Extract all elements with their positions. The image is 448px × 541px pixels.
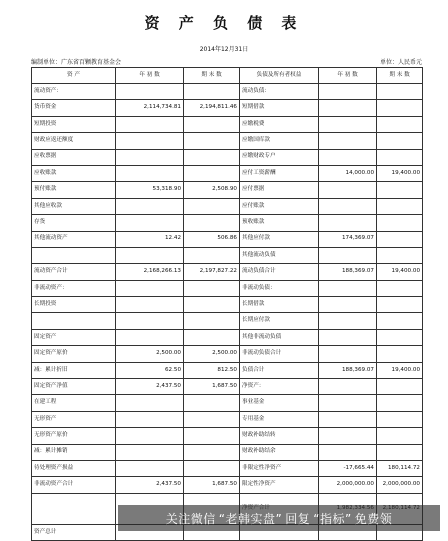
table-row <box>32 133 423 149</box>
liability-item: 其他流动负债 <box>240 247 319 263</box>
liability-end-value: 180,114.72 <box>377 460 423 476</box>
header-begin: 年 初 数 <box>116 68 184 84</box>
asset-begin-value <box>116 395 184 411</box>
table-row <box>32 460 423 476</box>
liability-end-value <box>377 329 423 345</box>
asset-end-value: 2,508.90 <box>184 182 240 198</box>
liability-item: 应缴财政专户 <box>240 149 319 165</box>
liability-begin-value <box>319 379 377 395</box>
asset-end-value <box>184 133 240 149</box>
liability-begin-value: -17,665.44 <box>319 460 377 476</box>
liability-end-value <box>377 313 423 329</box>
liability-item: 非限定性净资产 <box>240 460 319 476</box>
table-row <box>32 165 423 181</box>
currency-unit: 单位：人民币元 <box>379 59 422 66</box>
liability-begin-value <box>319 182 377 198</box>
table-row <box>32 198 423 214</box>
liability-item: 其他应付款 <box>240 231 319 247</box>
liability-item: 财政补助结余 <box>240 444 319 460</box>
liability-begin-value <box>319 84 377 100</box>
asset-end-value <box>184 198 240 214</box>
liability-begin-value: 14,000.00 <box>319 165 377 181</box>
liability-item: 限定性净资产 <box>240 477 319 493</box>
asset-item: 待处理资产损益 <box>32 460 116 476</box>
liability-end-value <box>377 444 423 460</box>
header-liabilities: 负债及所有者权益 <box>240 68 319 84</box>
table-row <box>32 247 423 263</box>
liability-item: 非流动负债： <box>240 280 319 296</box>
liability-end-value <box>377 198 423 214</box>
asset-item: 应收账款 <box>32 165 116 181</box>
liability-begin-value <box>319 215 377 231</box>
asset-item <box>32 247 116 263</box>
asset-item: 减：累计折旧 <box>32 362 116 378</box>
asset-end-value: 1,687.50 <box>184 477 240 493</box>
header-liab-end: 期 末 数 <box>377 68 423 84</box>
table-row <box>32 264 423 280</box>
asset-item: 在建工程 <box>32 395 116 411</box>
asset-item: 货币资金 <box>32 100 116 116</box>
liability-end-value <box>377 411 423 427</box>
asset-begin-value: 62.50 <box>116 362 184 378</box>
liability-end-value <box>377 231 423 247</box>
liability-end-value <box>377 280 423 296</box>
asset-item: 其他流动资产 <box>32 231 116 247</box>
asset-end-value: 2,197,827.22 <box>184 264 240 280</box>
balance-sheet-table <box>31 67 423 541</box>
liability-end-value: 2,000,000.00 <box>377 477 423 493</box>
liability-end-value <box>377 149 423 165</box>
asset-begin-value <box>116 460 184 476</box>
asset-begin-value <box>116 329 184 345</box>
liability-end-value <box>377 395 423 411</box>
asset-begin-value <box>116 165 184 181</box>
asset-item <box>32 493 116 524</box>
header-assets: 资 产 <box>32 68 116 84</box>
header-liab-begin: 年 初 数 <box>319 68 377 84</box>
liability-item: 应缴税费 <box>240 116 319 132</box>
liability-begin-value <box>319 313 377 329</box>
liability-begin-value <box>319 428 377 444</box>
watermark-banner <box>118 505 440 531</box>
liability-begin-value <box>319 297 377 313</box>
table-row <box>32 477 423 493</box>
asset-end-value: 2,500.00 <box>184 346 240 362</box>
asset-item: 减：累计摊销 <box>32 444 116 460</box>
asset-end-value: 812.50 <box>184 362 240 378</box>
liability-item: 流动负债合计 <box>240 264 319 280</box>
liability-end-value <box>377 133 423 149</box>
liability-end-value <box>377 100 423 116</box>
asset-begin-value: 2,500.00 <box>116 346 184 362</box>
liability-item: 长期借款 <box>240 297 319 313</box>
watermark-text-2: “老韩实盘” <box>218 511 283 526</box>
liability-end-value <box>377 84 423 100</box>
liability-end-value <box>377 182 423 198</box>
asset-end-value: 506.86 <box>184 231 240 247</box>
table-row <box>32 84 423 100</box>
table-row <box>32 362 423 378</box>
liability-item: 负债合计 <box>240 362 319 378</box>
table-row <box>32 313 423 329</box>
liability-end-value: 19,400.00 <box>377 264 423 280</box>
asset-end-value <box>184 84 240 100</box>
liability-item: 应付工资薪酬 <box>240 165 319 181</box>
asset-end-value: 2,194,811.46 <box>184 100 240 116</box>
liability-end-value <box>377 379 423 395</box>
asset-end-value <box>184 280 240 296</box>
table-row <box>32 411 423 427</box>
asset-item: 非流动资产： <box>32 280 116 296</box>
table-row <box>32 395 423 411</box>
asset-begin-value <box>116 444 184 460</box>
liability-item: 其他非流动负债 <box>240 329 319 345</box>
asset-end-value <box>184 165 240 181</box>
liability-item: 事业基金 <box>240 395 319 411</box>
page-title: 资 产 负 债 表 <box>144 14 304 32</box>
liability-begin-value <box>319 149 377 165</box>
liability-begin-value: 174,369.07 <box>319 231 377 247</box>
header-end: 期 末 数 <box>184 68 240 84</box>
asset-begin-value: 2,437.50 <box>116 477 184 493</box>
table-row <box>32 280 423 296</box>
table-row <box>32 100 423 116</box>
liability-item: 财政补助结转 <box>240 428 319 444</box>
liability-item: 短期借款 <box>240 100 319 116</box>
liability-item: 应付账款 <box>240 198 319 214</box>
asset-begin-value: 2,168,266.13 <box>116 264 184 280</box>
liability-begin-value <box>319 116 377 132</box>
table-row <box>32 116 423 132</box>
liability-end-value <box>377 247 423 263</box>
table-row <box>32 297 423 313</box>
liability-item: 应付票据 <box>240 182 319 198</box>
asset-item <box>32 313 116 329</box>
asset-begin-value: 12.42 <box>116 231 184 247</box>
asset-begin-value <box>116 116 184 132</box>
liability-begin-value: 188,369.07 <box>319 264 377 280</box>
liability-begin-value <box>319 100 377 116</box>
watermark-text-3: 回复 <box>285 511 311 526</box>
asset-begin-value <box>116 297 184 313</box>
liability-begin-value <box>319 247 377 263</box>
table-row <box>32 379 423 395</box>
asset-item: 固定资产 <box>32 329 116 345</box>
table-header-row <box>32 68 423 84</box>
asset-begin-value: 53,318.90 <box>116 182 184 198</box>
liability-end-value: 19,400.00 <box>377 165 423 181</box>
organization: 编制单位：广东省百颗教育基金会 <box>31 59 122 66</box>
asset-end-value <box>184 313 240 329</box>
asset-begin-value <box>116 411 184 427</box>
liability-begin-value <box>319 411 377 427</box>
table-row <box>32 346 423 362</box>
table-row <box>32 428 423 444</box>
liability-begin-value <box>319 280 377 296</box>
asset-end-value <box>184 411 240 427</box>
liability-begin-value <box>319 133 377 149</box>
watermark-text-4: “指标” <box>313 511 352 526</box>
asset-begin-value <box>116 247 184 263</box>
liability-begin-value: 2,000,000.00 <box>319 477 377 493</box>
liability-item: 流动负债： <box>240 84 319 100</box>
liability-end-value <box>377 297 423 313</box>
liability-end-value <box>377 116 423 132</box>
asset-end-value <box>184 329 240 345</box>
asset-item: 流动资产： <box>32 84 116 100</box>
liability-begin-value <box>319 444 377 460</box>
watermark-text-5: 免费领 <box>354 511 393 526</box>
asset-begin-value <box>116 215 184 231</box>
asset-begin-value <box>116 149 184 165</box>
table-row <box>32 231 423 247</box>
asset-end-value <box>184 460 240 476</box>
asset-item: 长期投资 <box>32 297 116 313</box>
asset-begin-value <box>116 428 184 444</box>
asset-item: 其他应收款 <box>32 198 116 214</box>
asset-item: 短期投资 <box>32 116 116 132</box>
liability-item: 应缴国库款 <box>240 133 319 149</box>
liability-end-value <box>377 428 423 444</box>
liability-end-value <box>377 346 423 362</box>
asset-item: 流动资产合计 <box>32 264 116 280</box>
table-row <box>32 329 423 345</box>
liability-item: 净资产： <box>240 379 319 395</box>
report-date: 2014年12月31日 <box>199 46 249 53</box>
asset-begin-value <box>116 313 184 329</box>
asset-end-value <box>184 116 240 132</box>
watermark-text-1: 关注微信 <box>165 511 216 526</box>
asset-end-value: 1,687.50 <box>184 379 240 395</box>
liability-item: 非流动负债合计 <box>240 346 319 362</box>
asset-begin-value <box>116 84 184 100</box>
liability-end-value: 19,400.00 <box>377 362 423 378</box>
asset-begin-value <box>116 198 184 214</box>
asset-begin-value: 2,437.50 <box>116 379 184 395</box>
asset-item: 财政应返还额度 <box>32 133 116 149</box>
asset-end-value <box>184 297 240 313</box>
liability-begin-value <box>319 346 377 362</box>
table-row <box>32 149 423 165</box>
liability-end-value <box>377 215 423 231</box>
liability-begin-value <box>319 198 377 214</box>
asset-item: 资产总计 <box>32 524 116 540</box>
asset-end-value <box>184 395 240 411</box>
asset-end-value <box>184 444 240 460</box>
asset-end-value <box>184 247 240 263</box>
asset-item: 存货 <box>32 215 116 231</box>
table-row <box>32 215 423 231</box>
asset-begin-value <box>116 280 184 296</box>
asset-end-value <box>184 149 240 165</box>
asset-item: 应收票据 <box>32 149 116 165</box>
table-row <box>32 182 423 198</box>
asset-item: 无形资产原价 <box>32 428 116 444</box>
liability-begin-value: 188,369.07 <box>319 362 377 378</box>
asset-item: 固定资产净值 <box>32 379 116 395</box>
asset-item: 预付账款 <box>32 182 116 198</box>
asset-end-value <box>184 215 240 231</box>
asset-item: 固定资产原价 <box>32 346 116 362</box>
liability-item: 预收账款 <box>240 215 319 231</box>
asset-item: 无形资产 <box>32 411 116 427</box>
liability-begin-value <box>319 395 377 411</box>
asset-begin-value: 2,114,734.81 <box>116 100 184 116</box>
liability-item: 专用基金 <box>240 411 319 427</box>
asset-item: 非流动资产合计 <box>32 477 116 493</box>
table-row <box>32 444 423 460</box>
asset-begin-value <box>116 133 184 149</box>
liability-item: 长期应付款 <box>240 313 319 329</box>
asset-end-value <box>184 428 240 444</box>
liability-begin-value <box>319 329 377 345</box>
